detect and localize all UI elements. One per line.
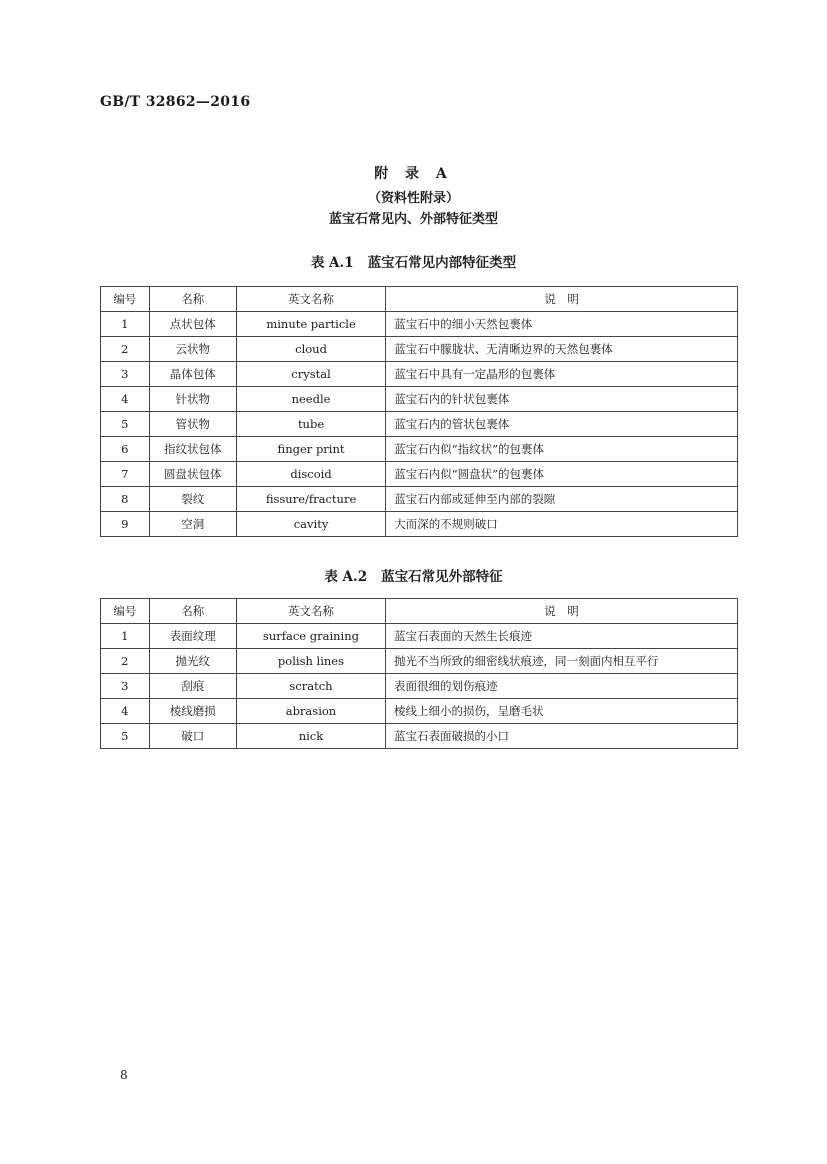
table-row	[101, 512, 738, 537]
table-row	[101, 437, 738, 462]
table-header-row	[101, 599, 738, 624]
table-row	[101, 699, 738, 724]
table1-body	[101, 312, 738, 537]
table2-number: 表 A.2	[324, 569, 368, 585]
cell-desc: 蓝宝石内似“圆盘状”的包裹体	[386, 462, 738, 487]
cell-desc: 大而深的不规则破口	[386, 512, 738, 537]
cell-name: 圆盘状包体	[149, 462, 236, 487]
cell-desc: 蓝宝石表面破损的小口	[386, 724, 738, 749]
cell-english: cloud	[236, 337, 385, 362]
cell-name: 点状包体	[149, 312, 236, 337]
internal-features-table	[100, 286, 738, 537]
cell-no: 2	[101, 649, 150, 674]
cell-no: 4	[101, 387, 150, 412]
col-header-no: 编号	[101, 599, 150, 624]
col-header-english: 英文名称	[236, 287, 385, 312]
cell-no: 1	[101, 624, 150, 649]
cell-name: 晶体包体	[149, 362, 236, 387]
cell-name: 破口	[149, 724, 236, 749]
cell-no: 7	[101, 462, 150, 487]
cell-no: 5	[101, 412, 150, 437]
cell-english: cavity	[236, 512, 385, 537]
cell-desc: 蓝宝石内似“指纹状”的包裹体	[386, 437, 738, 462]
cell-english: scratch	[236, 674, 385, 699]
table-row	[101, 312, 738, 337]
page-number: 8	[120, 1068, 128, 1082]
table2-caption	[0, 565, 827, 585]
cell-name: 裂纹	[149, 487, 236, 512]
table-row	[101, 649, 738, 674]
cell-name: 管状物	[149, 412, 236, 437]
cell-name: 棱线磨损	[149, 699, 236, 724]
col-header-english: 英文名称	[236, 599, 385, 624]
standard-code: GB/T 32862—2016	[100, 94, 251, 110]
table2-body	[101, 624, 738, 749]
table-header-row	[101, 287, 738, 312]
table-row	[101, 724, 738, 749]
cell-english: abrasion	[236, 699, 385, 724]
table-row	[101, 674, 738, 699]
table-row	[101, 362, 738, 387]
cell-desc: 蓝宝石中朦胧状、无清晰边界的天然包裹体	[386, 337, 738, 362]
cell-english: polish lines	[236, 649, 385, 674]
cell-desc: 表面很细的划伤痕迹	[386, 674, 738, 699]
table1-caption	[0, 251, 827, 271]
external-features-table	[100, 598, 738, 749]
cell-name: 刮痕	[149, 674, 236, 699]
cell-no: 4	[101, 699, 150, 724]
cell-desc: 抛光不当所致的细密线状痕迹，同一刻面内相互平行	[386, 649, 738, 674]
table2-title: 蓝宝石常见外部特征	[381, 569, 503, 585]
cell-desc: 蓝宝石内部或延伸至内部的裂隙	[386, 487, 738, 512]
cell-no: 5	[101, 724, 150, 749]
table1-title: 蓝宝石常见内部特征类型	[367, 255, 517, 271]
cell-desc: 蓝宝石内的管状包裹体	[386, 412, 738, 437]
col-header-desc: 说 明	[386, 287, 738, 312]
annex-type: （资料性附录）	[367, 191, 459, 206]
cell-desc: 蓝宝石表面的天然生长痕迹	[386, 624, 738, 649]
cell-no: 9	[101, 512, 150, 537]
cell-english: finger print	[236, 437, 385, 462]
cell-name: 抛光纹	[149, 649, 236, 674]
annex-subtitle: 蓝宝石常见内、外部特征类型	[328, 212, 498, 227]
table-row	[101, 337, 738, 362]
cell-name: 表面纹理	[149, 624, 236, 649]
table-row	[101, 624, 738, 649]
cell-english: discoid	[236, 462, 385, 487]
cell-english: crystal	[236, 362, 385, 387]
table-row	[101, 387, 738, 412]
cell-no: 1	[101, 312, 150, 337]
cell-no: 3	[101, 674, 150, 699]
cell-name: 针状物	[149, 387, 236, 412]
cell-name: 云状物	[149, 337, 236, 362]
col-header-no: 编号	[101, 287, 150, 312]
cell-name: 空洞	[149, 512, 236, 537]
cell-english: minute particle	[236, 312, 385, 337]
cell-no: 2	[101, 337, 150, 362]
table-row	[101, 412, 738, 437]
table1-number: 表 A.1	[310, 255, 354, 271]
cell-english: needle	[236, 387, 385, 412]
cell-name: 指纹状包体	[149, 437, 236, 462]
cell-desc: 蓝宝石中的细小天然包裹体	[386, 312, 738, 337]
cell-desc: 蓝宝石中具有一定晶形的包裹体	[386, 362, 738, 387]
cell-no: 3	[101, 362, 150, 387]
col-header-name: 名称	[149, 287, 236, 312]
col-header-name: 名称	[149, 599, 236, 624]
annex-title: 附 录 A	[374, 166, 453, 182]
cell-english: fissure/fracture	[236, 487, 385, 512]
cell-english: tube	[236, 412, 385, 437]
cell-no: 8	[101, 487, 150, 512]
cell-no: 6	[101, 437, 150, 462]
cell-english: nick	[236, 724, 385, 749]
table-row	[101, 487, 738, 512]
col-header-desc: 说 明	[386, 599, 738, 624]
cell-desc: 棱线上细小的损伤，呈磨毛状	[386, 699, 738, 724]
table-row	[101, 462, 738, 487]
cell-english: surface graining	[236, 624, 385, 649]
cell-desc: 蓝宝石内的针状包裹体	[386, 387, 738, 412]
